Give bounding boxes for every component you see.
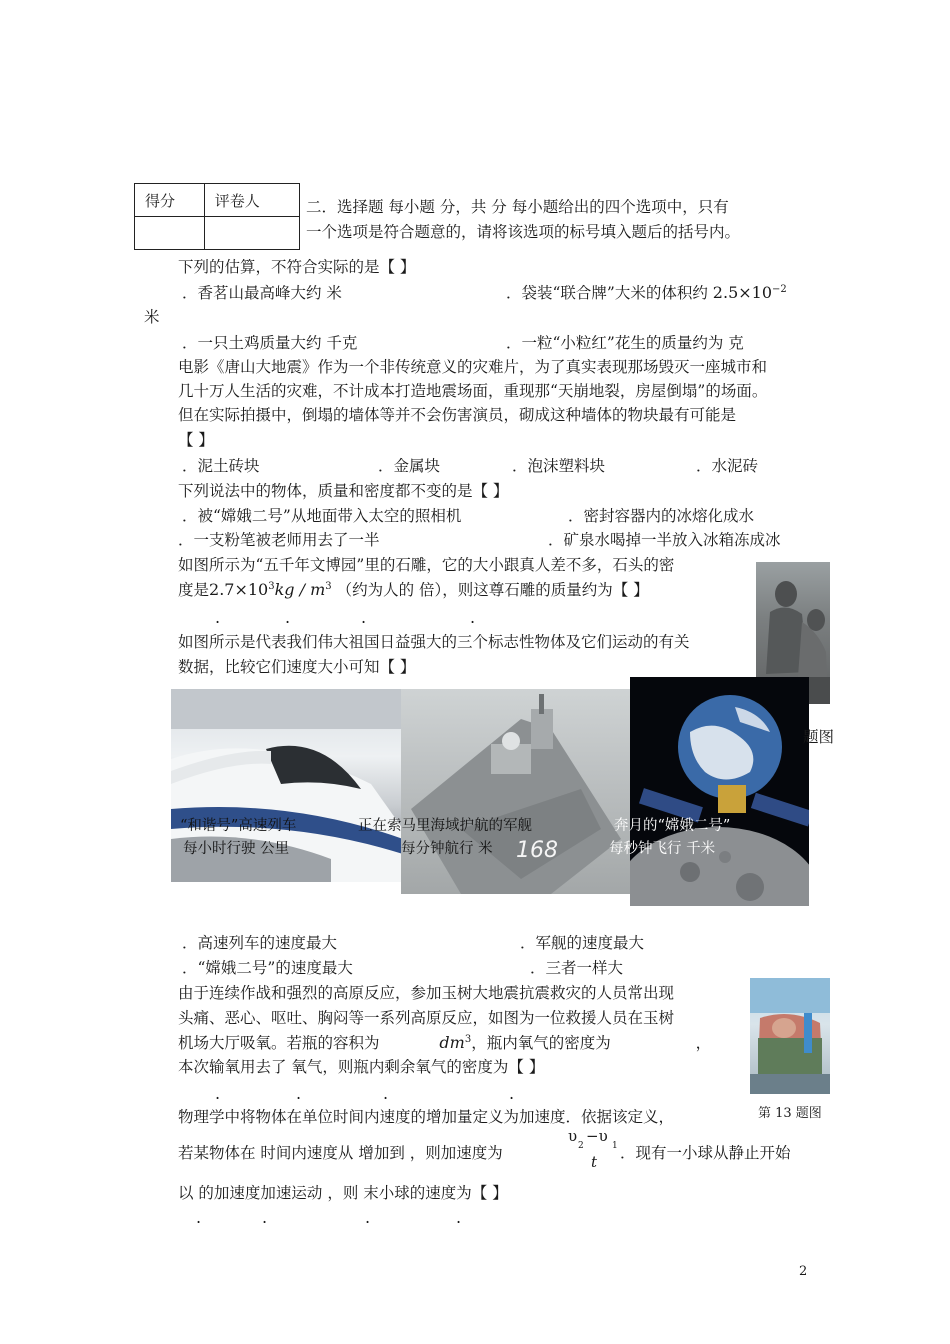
section-heading-line2: 一个选项是符合题意的，请将该选项的标号填入题后的括号内。 bbox=[306, 223, 741, 241]
q6-line1: 由于连续作战和强烈的高原反应，参加玉树大地震抗震救灾的人员常出现 bbox=[178, 984, 675, 1002]
q3-option-b: ．密封容器内的冰熔化成水 bbox=[568, 507, 755, 525]
page-number: 2 bbox=[799, 1264, 808, 1279]
q4-density-value: 2.7×10 bbox=[209, 580, 269, 599]
q5-option-d: ．三者一样大 bbox=[530, 959, 624, 977]
q1-option-b-value: 2.5×10 bbox=[712, 283, 773, 302]
q7-line3: 以 的加速度加速运动 ，则 末小球的速度为【 】 bbox=[178, 1184, 508, 1202]
q4-option-c-dot: . bbox=[361, 608, 367, 627]
satellite-caption-line1: 奔月的“嫦娥二号” bbox=[614, 818, 731, 834]
q1-option-c: ．一只土鸡质量大约 千克 bbox=[182, 334, 358, 352]
q5-option-b: ．军舰的速度最大 bbox=[520, 934, 645, 952]
score-cell bbox=[135, 217, 205, 250]
q4-option-b-dot: . bbox=[285, 608, 291, 627]
q6-line4: 本次输氧用去了 氧气，则瓶内剩余氧气的密度为【 】 bbox=[178, 1058, 545, 1076]
score-table bbox=[134, 183, 300, 250]
q5-option-c: ．“嫦娥二号”的速度最大 bbox=[182, 959, 353, 977]
q3-option-c: ．一支粉笔被老师用去了一半 bbox=[178, 531, 380, 549]
q7-line1: 物理学中将物体在单位时间内速度的增加量定义为加速度．依据该定义， bbox=[178, 1108, 675, 1126]
q5-line1: 如图所示是代表我们伟大祖国日益强大的三个标志性物体及它们运动的有关 bbox=[178, 633, 690, 651]
q6-figure-caption: 第 13 题图 bbox=[758, 1106, 822, 1121]
q2-option-d: ．水泥砖 bbox=[696, 457, 759, 475]
q7-option-d-dot: . bbox=[456, 1208, 462, 1227]
q4-option-a-dot: . bbox=[215, 608, 221, 627]
q7-option-a-dot: . bbox=[196, 1208, 202, 1227]
q7-line2: 若某物体在 时间内速度从 增加到 ，则加速度为 bbox=[178, 1144, 503, 1162]
q5-option-a: ．高速列车的速度最大 bbox=[182, 934, 338, 952]
q4-option-d-dot: . bbox=[470, 608, 476, 627]
train-caption-line2: 每小时行驶 公里 bbox=[183, 841, 290, 857]
q2-line3: 但在实际拍摄中，倒塌的墙体等并不会伤害演员，砌成这种墙体的物块最有可能是 bbox=[178, 406, 737, 424]
q4-line2: 度是$2.7\times 10^3kg / m^3$ （约为人的 倍），则这尊石雕的质量约为【 】 bbox=[178, 580, 649, 599]
q7-option-c-dot: . bbox=[365, 1208, 371, 1227]
oxygen-rescue-photo bbox=[750, 978, 830, 1094]
warship-caption-line1: 正在索马里海域护航的军舰 bbox=[358, 818, 532, 834]
q4-density-unit: kg / m bbox=[274, 580, 326, 599]
q2-line2: 几十万人生活的灾难，不计成本打造地震场面，重现那“天崩地裂，房屋倒塌”的场面。 bbox=[178, 382, 768, 400]
grader-cell bbox=[204, 217, 299, 250]
q3-stem: 下列说法中的物体，质量和密度都不变的是【 】 bbox=[178, 482, 509, 500]
grader-label: 评卷人 bbox=[204, 184, 299, 217]
q1-option-b-unit: 米 bbox=[144, 308, 160, 326]
q6-volume-unit: dm bbox=[439, 1033, 465, 1052]
q1-option-a: ．香茗山最高峰大约 米 bbox=[182, 284, 342, 302]
q5-line2: 数据，比较它们速度大小可知【 】 bbox=[178, 658, 416, 676]
q6-line3: 机场大厅吸氧。若瓶的容积为 $dm^3$，瓶内氧气的密度为 ， bbox=[178, 1033, 712, 1052]
q5-figure-label: 题图 bbox=[803, 728, 835, 746]
warship-photo bbox=[401, 689, 631, 894]
q1-option-b: ．袋装“联合牌”大米的体积约 $2.5\times 10^{-2}$ bbox=[506, 283, 787, 302]
q3-option-a: ．被“嫦娥二号”从地面带入太空的照相机 bbox=[182, 507, 462, 525]
satellite-caption-line2: 每秒钟飞行 千米 bbox=[609, 841, 716, 857]
q6-option-d-dot: . bbox=[509, 1084, 515, 1103]
q3-option-d: ．矿泉水喝掉一半放入冰箱冻成冰 bbox=[548, 531, 781, 549]
q2-option-c: ．泡沫塑料块 bbox=[512, 457, 606, 475]
change-2-satellite-photo bbox=[630, 677, 809, 906]
q7-option-b-dot: . bbox=[262, 1208, 268, 1227]
q2-option-a: ．泥土砖块 bbox=[182, 457, 260, 475]
score-label: 得分 bbox=[135, 184, 205, 217]
q1-stem: 下列的估算，不符合实际的是【 】 bbox=[178, 258, 416, 276]
warship-caption-line2: 每分钟航行 米 bbox=[401, 841, 493, 857]
q2-line4: 【 】 bbox=[178, 431, 214, 449]
q2-option-b: ．金属块 bbox=[378, 457, 441, 475]
q1-option-d: ．一粒“小粒红”花生的质量约为 克 bbox=[506, 334, 744, 352]
q6-option-a-dot: . bbox=[215, 1084, 221, 1103]
q6-option-b-dot: . bbox=[296, 1084, 302, 1103]
section-heading-line1: 二．选择题 每小题 分，共 分 每小题给出的四个选项中，只有 bbox=[306, 198, 729, 216]
q2-line1: 电影《唐山大地震》作为一个非传统意义的灾难片，为了真实表现那场毁灭一座城市和 bbox=[178, 358, 768, 376]
q6-line2: 头痛、恶心、呕吐、胸闷等一系列高原反应，如图为一位救援人员在玉树 bbox=[178, 1009, 675, 1027]
q4-line1: 如图所示为“五千年文博园”里的石雕，它的大小跟真人差不多，石头的密 bbox=[178, 556, 675, 574]
acceleration-formula: υ −υ 2 1 t bbox=[568, 1127, 618, 1171]
train-caption-line1: “和谐号”高速列车 bbox=[180, 818, 297, 834]
svg-text:168: 168 bbox=[516, 838, 558, 863]
q7-line2-end: ．现有一小球从静止开始 bbox=[620, 1144, 791, 1162]
q6-option-c-dot: . bbox=[383, 1084, 389, 1103]
